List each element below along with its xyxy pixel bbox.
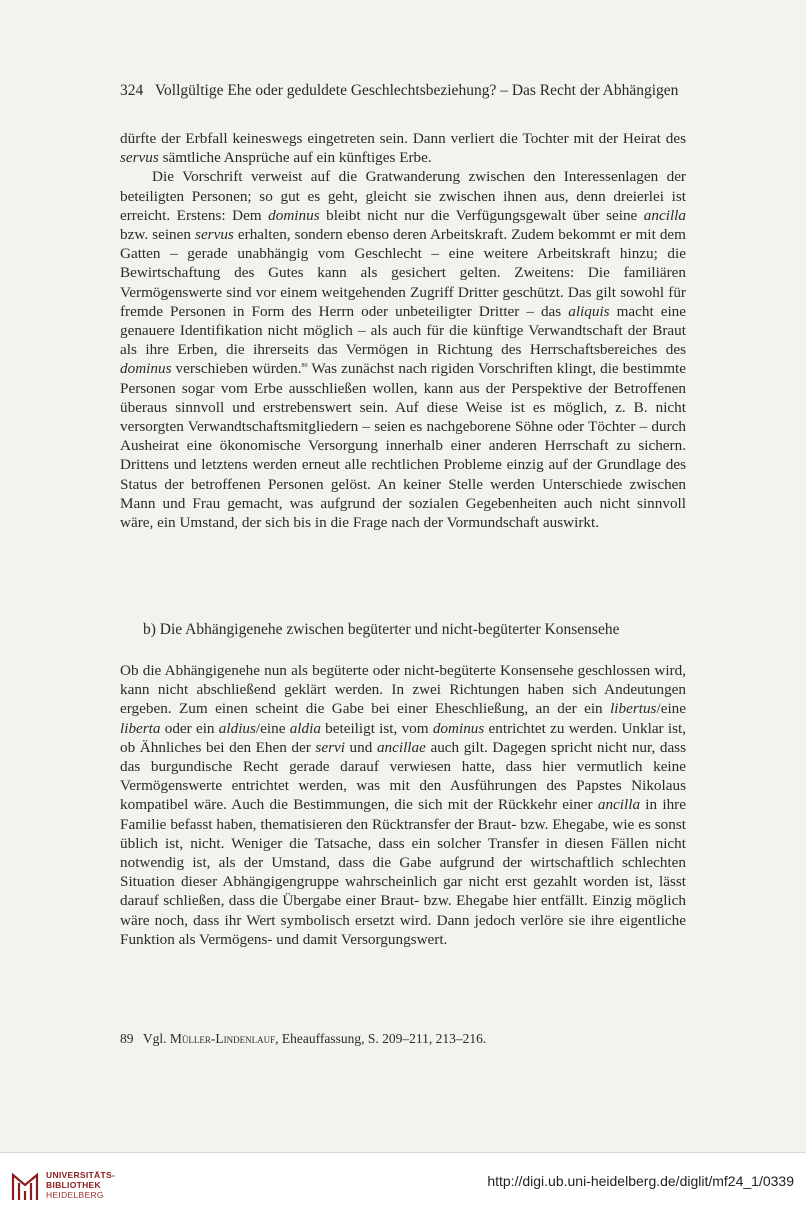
permalink-url[interactable]: http://digi.ub.uni-heidelberg.de/diglit/mf24_1/0339	[487, 1173, 794, 1189]
library-logo-icon[interactable]	[10, 1169, 40, 1203]
library-name: UNIVERSITÄTS- BIBLIOTHEK HEIDELBERG	[46, 1170, 116, 1200]
running-title: Vollgültige Ehe oder geduldete Geschlechtsbeziehung? – Das Recht der Abhängigen	[154, 82, 679, 99]
footnote-author: Müller-Lindenlauf	[169, 1031, 276, 1046]
section-heading: b) Die Abhängigenehe zwischen begüterter und nicht-begüterter Konsensehe	[143, 621, 620, 638]
page-number: 324	[120, 82, 144, 99]
running-header	[120, 82, 680, 100]
footnote-reference[interactable]: 89	[301, 363, 308, 370]
paragraph-3: Ob die Abhängigenehe nun als begüterte oder nicht-begüterte Konsensehe geschlossen wird, kann nicht abschließend geklärt werden. In zwei Richtungen haben sich Andeutungen ergeben. Zum einen scheint die Gabe bei einer Eheschließung, an der ein libertus/eine liberta oder ein aldius/eine aldia beteiligt ist, vom dominus entrichtet zu werden. Unklar ist, ob Ähnliches bei den Ehen der servi und ancillae auch gilt. Dagegen spricht nicht nur, dass das burgundische Recht gerade darauf verwiesen hatte, dass hier vermutlich keine Vermögenswerte entrichtet werden, was mit den Ausführungen des Papstes Nikolaus kompatibel wäre. Auch die Bestimmungen, die sich mit der Rückkehr einer ancilla in ihre Familie befasst haben, thematisieren den Rücktransfer der Braut- bzw. Ehegabe, wie es sonst üblich ist, nicht. Weniger die Tatsache, dass ein solcher Transfer in diesen Fällen nicht notwendig ist, als der Umstand, dass die Gabe aufgrund der wirtschaftlich schlechten Situation dieser Abhängigengruppe wahrscheinlich gar nicht erst gezahlt worden ist, lässt darauf schließen, dass die Übergabe einer Braut- bzw. Ehegabe hier entfällt. Einzig möglich wäre noch, dass ihr Wert symbolisch ersetzt wird. Dann jedoch verlöre sie ihre eigentliche Funktion als Vermögens- und damit Versorgungswert.	[120, 662, 687, 948]
viewer-footer	[0, 1152, 806, 1218]
footnote-number: 89	[120, 1031, 134, 1046]
main-text	[120, 129, 686, 532]
paragraph-2: Die Vorschrift verweist auf die Gratwanderung zwischen den Interessenlagen der beteiligten Personen; so gut es geht, gleicht sie zwischen ihnen aus, denn dreierlei ist erreicht. Erstens: Dem dominus bleibt nicht nur die Verfügungsgewalt über seine ancilla bzw. seinen servus erhalten, sondern ebenso deren Arbeitskraft. Zudem bekommt er mit dem Gatten – gerade unabhängig vom Geschlecht – eine weitere Arbeitskraft hinzu; die Bewirtschaftung des Gutes kann als gesichert gelten. Zweitens: Die familiären Vermögenswerte sind vor einem weitgehenden Zugriff Dritter geschützt. Das gilt sowohl für fremde Personen in Form des Herrn oder unbeteiligter Dritter – das aliquis macht eine genauere Identifikation nicht möglich – als auch für die künftige Verwandtschaft der Braut als ihre Erben, die ihrerseits das Vermögen in Richtung des Herrschaftsbereiches des dominus verschieben würden.$^{89}$ Was zunächst nach rigiden Vorschriften klingt, die bestimmte Personen sogar vom Erbe ausschließen wollen, kann aus der Perspektive der Betroffenen überaus sinnvoll und erstrebenswert sein. Auf diese Weise ist es möglich, z. B. nicht versorgten Verwandtschaftsmitgliedern – seien es nachgeborene Söhne oder Töchter – durch Ausheirat eine ökonomische Versorgung innerhalb einer anderen Herrschaft zu sichern. Drittens und letztens werden erneut alle rechtlichen Probleme einzig auf der Grundlage des Status der betroffenen Personen gelöst. An keiner Stelle werden Unterschiede zwischen Mann und Frau gemacht, was aufgrund der sozialen Gegebenheiten auch nicht sinnvoll wäre, ein Umstand, der sich bis in die Frage nach der Vormundschaft auswirkt.	[120, 168, 687, 532]
section-text	[120, 661, 686, 949]
paragraph-1: dürfte der Erbfall keineswegs eingetreten sein. Dann verliert die Tochter mit der Heirat des servus sämtliche Ansprüche auf ein künftiges Erbe.	[120, 130, 686, 167]
footnote: 89 Vgl. Müller-Lindenlauf, Eheauffassung, S. 209–211, 213–216.	[120, 1031, 487, 1046]
